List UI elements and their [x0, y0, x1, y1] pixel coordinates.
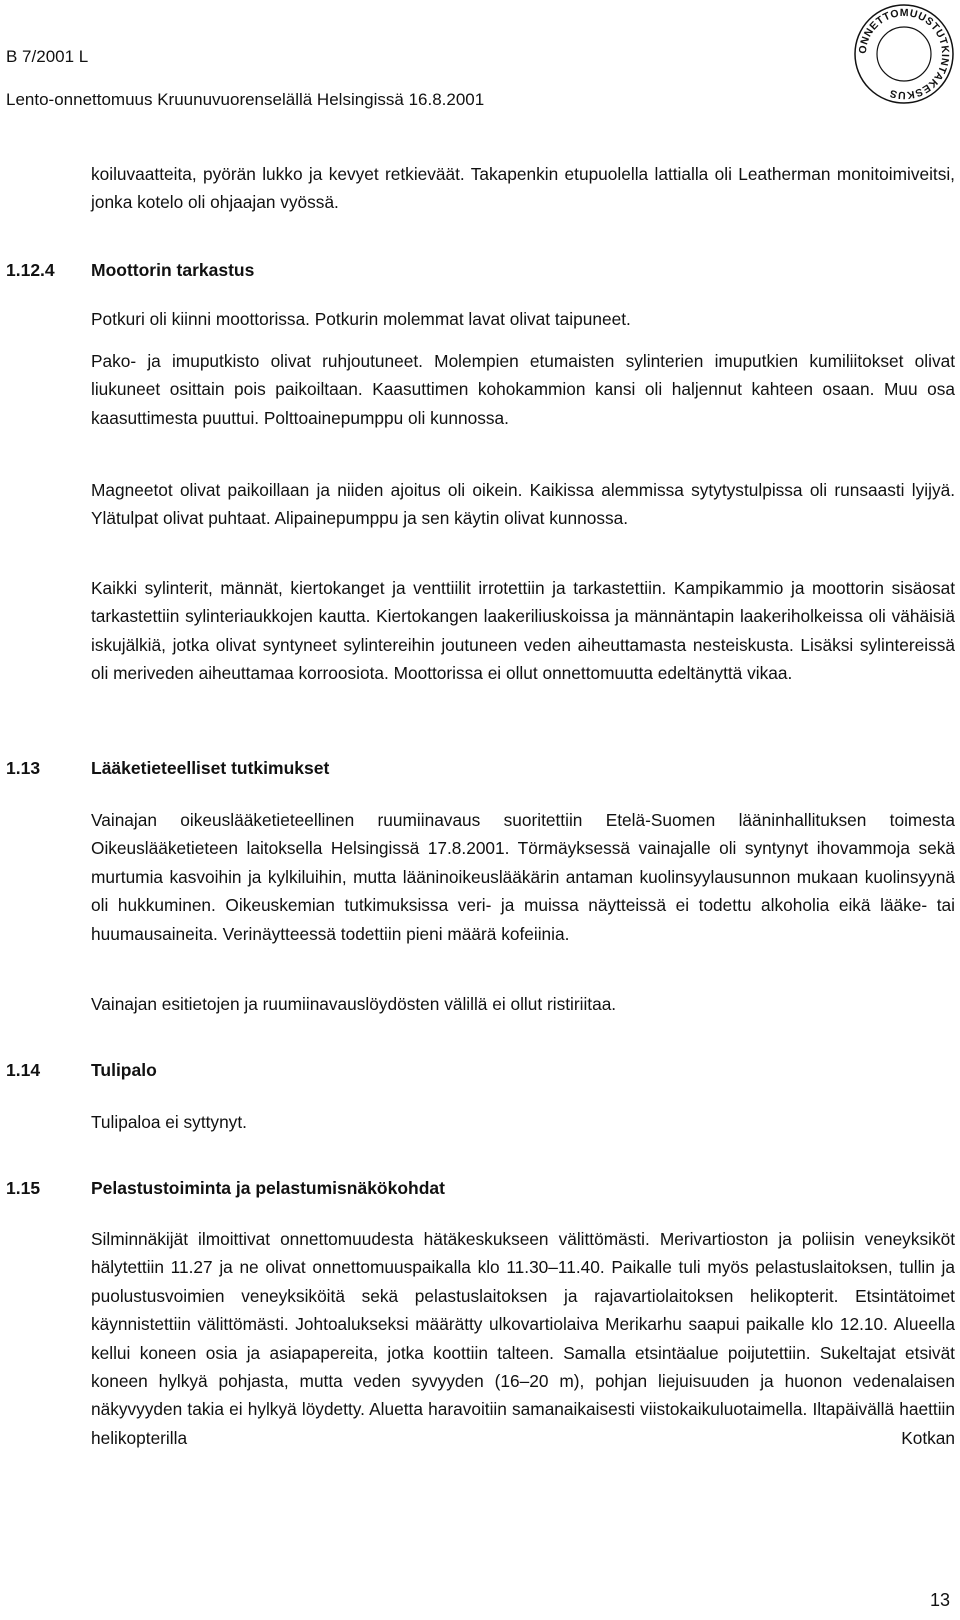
paragraph: Magneetot olivat paikoillaan ja niiden ajoitus oli oikein. Kaikissa alemmissa sytytystulpissa oli runsaasti lyijyä. Ylätulpat olivat puhtaat. Alipainepumppu ja sen käytin olivat kunnossa.: [91, 480, 955, 529]
section-heading: Moottorin tarkastus: [91, 260, 255, 280]
section-number: 1.14: [6, 1060, 41, 1080]
section-body: [91, 1108, 955, 1136]
section-body: [91, 1225, 955, 1452]
paragraph: Kaikki sylinterit, männät, kiertokanget ja venttiilit irrotettiin ja tarkastettiin. Kampikammio ja moottorin sisäosat tarkastettiin sylinteriaukkojen kautta. Kiertokangen laakeriliuskoissa ja männäntapin laakeriholkeissa oli vähäisiä iskujälkiä, jotka olivat syntyneet sylintereihin joutuneen veden aiheuttamasta nesteiskusta. Lisäksi sylintereissä oli meriveden aiheuttamaa korroosiota. Moottorissa ei ollut onnettomuutta edeltänyttä vikaa.: [91, 578, 955, 684]
paragraph: Silminnäkijät ilmoittivat onnettomuudesta hätäkeskukseen välittömästi. Merivartioston ja poliisin veneyksiköt hälytettiin 11.27 ja ne olivat onnettomuuspaikalla klo 11.30–11.40. Paikalle tuli myös pelastuslaitoksen, tullin ja puolustusvoimien veneyksiköitä sekä pelastuslaitoksen ja rajavartiolaitoksen helikopterit. Etsintätoimet käynnistettiin välittömästi. Johtoalukseksi määrätty ulkovartiolaiva Merikarhu saapui paikalle klo 12.10. Alueella kellui koneen osia ja asiapapereita, jotka koottiin talteen. Samalla etsintäalue poijutettiin. Sukeltajat etsivät koneen hylkyä pohjasta, mutta veden syvyyden (16–20 m), pohjan liejuisuuden ja huonon vedenalaisen näkyvyyden takia ei hylkyä löydetty. Aluetta haravoitiin samanaikaisesti viistokaikuluotaimella. Iltapäivällä haettiin helikopterilla Kotkan: [91, 1229, 955, 1448]
paragraph: Vainajan esitietojen ja ruumiinavauslöydösten välillä ei ollut ristiriitaa.: [91, 994, 617, 1014]
section-heading: Lääketieteelliset tutkimukset: [91, 758, 330, 778]
section-body: [91, 574, 955, 688]
section-body: [91, 806, 955, 948]
paragraph: Potkuri oli kiinni moottorissa. Potkurin molemmat lavat olivat taipuneet.: [91, 309, 631, 329]
investigation-centre-logo: [852, 2, 956, 106]
paragraph: Pako- ja imuputkisto olivat ruhjoutuneet. Molempien etumaisten sylinterien imuputkien kumiliitokset olivat liukuneet osittain pois paikoiltaan. Kaasuttimen kohokammion kansi oli haljennut kahteen osaan. Muu osa kaasuttimesta puuttui. Polttoainepumppu oli kunnossa.: [91, 351, 955, 428]
paragraph: Tulipaloa ei syttynyt.: [91, 1112, 247, 1132]
section-heading: Pelastustoiminta ja pelastumisnäkökohdat: [91, 1178, 445, 1198]
section-body: [91, 476, 955, 533]
section-body: [91, 305, 955, 333]
section-body: [91, 347, 955, 432]
page-number: 13: [930, 1590, 951, 1610]
document-id: B 7/2001 L: [6, 47, 89, 66]
paragraph: Vainajan oikeuslääketieteellinen ruumiinavaus suoritettiin Etelä-Suomen lääninhallituksen toimesta Oikeuslääketieteen laitoksella Helsingissä 17.8.2001. Törmäyksessä vainajalle oli syntynyt ihovammoja sekä murtumia kasvoihin ja kylkiluihin, mutta lääninoikeuslääkärin antaman kuolinsyylausunnon mukaan kuolinsyynä oli hukkuminen. Oikeuskemian tutkimuksissa veri- ja muissa näytteissä ei todettu alkoholia eikä lääke- tai huumausaineita. Verinäytteessä todettiin pieni määrä kofeiinia.: [91, 810, 955, 944]
intro-paragraph: [91, 160, 955, 217]
svg-text:ONNETTOMUUSTUTKINTAKESKUS: ONNETTOMUUSTUTKINTAKESKUS: [856, 6, 952, 102]
section-number: 1.12.4: [6, 260, 55, 280]
paragraph: koiluvaatteita, pyörän lukko ja kevyet retkieväät. Takapenkin etupuolella lattialla oli Leatherman monitoimiveitsi, jonka kotelo oli ohjaajan vyössä.: [91, 164, 955, 213]
document-title: Lento-onnettomuus Kruunuvuorenselällä Helsingissä 16.8.2001: [6, 90, 485, 109]
section-number: 1.13: [6, 758, 41, 778]
section-heading: Tulipalo: [91, 1060, 157, 1080]
section-body: [91, 990, 955, 1018]
section-number: 1.15: [6, 1178, 41, 1198]
